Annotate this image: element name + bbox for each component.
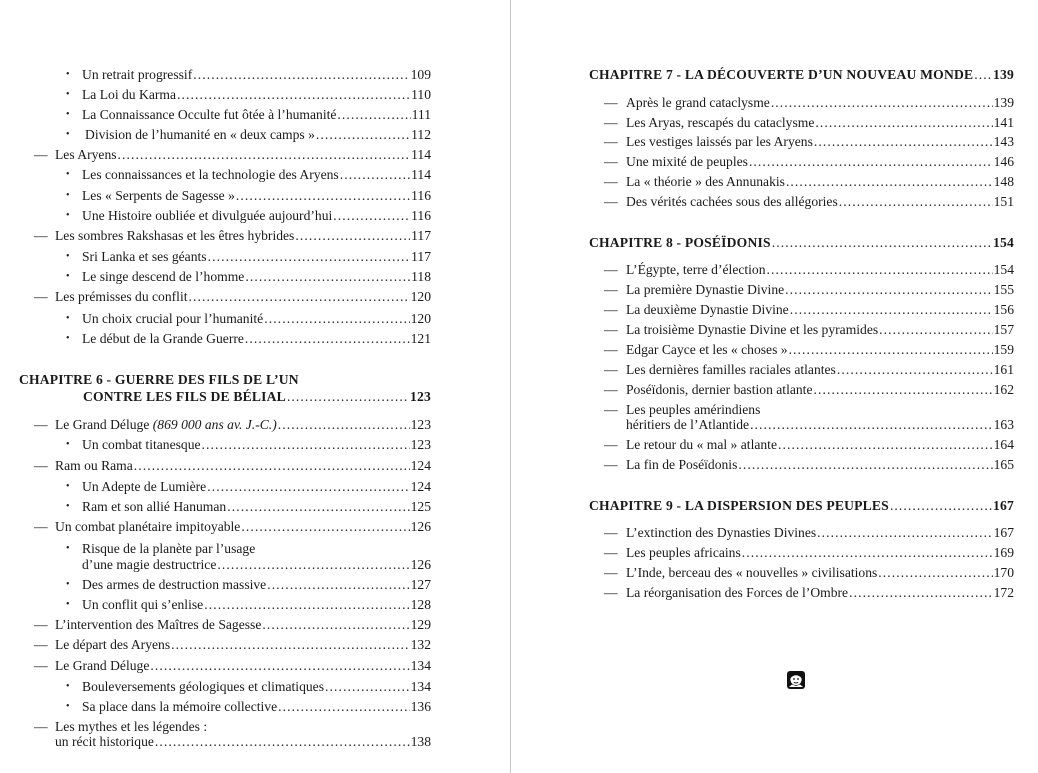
entry-title: Le début de la Grande Guerre: [82, 331, 244, 346]
leader-dots: [287, 388, 409, 405]
leader-dots: [785, 281, 992, 298]
chapter-title: CHAPITRE 9 - LA DISPERSION DES PEUPLES: [589, 498, 889, 513]
leader-dots: [337, 106, 410, 123]
chapter-page-number: 167: [993, 498, 1014, 513]
toc-entry[interactable]: [626, 321, 1014, 338]
chapter-page-number: 123: [410, 389, 431, 404]
entry-page-number: 111: [411, 107, 431, 122]
dash-icon: —: [604, 342, 618, 357]
chapter-page-number: 154: [993, 235, 1014, 250]
leader-dots: [771, 94, 993, 111]
toc-entry[interactable]: [55, 733, 431, 750]
toc-entry[interactable]: [82, 86, 431, 103]
entry-title: Les Aryens: [55, 147, 117, 162]
dash-icon: —: [604, 95, 618, 110]
entry-title: héritiers de l’Atlantide: [626, 417, 750, 432]
dash-icon: —: [34, 719, 48, 734]
leader-dots: [974, 66, 992, 83]
dash-icon: —: [604, 402, 618, 417]
leader-dots: [227, 498, 409, 515]
chapter-7-heading[interactable]: [589, 66, 1014, 83]
leader-dots: [267, 576, 409, 593]
leader-dots: [879, 321, 992, 338]
entry-title: Un combat planétaire impitoyable: [55, 519, 241, 534]
entry-page-number: 114: [411, 167, 431, 182]
entry-title-main: Le Grand Déluge: [55, 417, 153, 432]
leader-dots: [193, 66, 409, 83]
entry-title: [55, 416, 277, 433]
entry-page-number: 154: [993, 262, 1014, 277]
entry-title: Division de l’humanité en « deux camps »: [85, 127, 315, 142]
leader-dots: [118, 146, 411, 163]
entry-page-number: 109: [410, 67, 431, 82]
entry-page-number: 121: [410, 331, 431, 346]
toc-entry[interactable]: [82, 678, 431, 695]
entry-title: Les dernières familles raciales atlantes: [626, 362, 836, 377]
bullet-icon: •: [66, 543, 70, 554]
entry-title: Les « Serpents de Sagesse »: [82, 188, 235, 203]
right-page: [512, 0, 1038, 773]
leader-dots: [217, 556, 409, 573]
toc-entry[interactable]: [626, 436, 1014, 453]
leader-dots: [236, 187, 410, 204]
toc-entry[interactable]: [82, 268, 431, 285]
page-divider: [510, 0, 511, 773]
leader-dots: [207, 478, 409, 495]
dash-icon: —: [604, 134, 618, 149]
entry-page-number: 117: [411, 228, 431, 243]
entry-page-number: 120: [410, 289, 431, 304]
chapter-title: CHAPITRE 7 - LA DÉCOUVERTE D’UN NOUVEAU MONDE: [589, 67, 974, 82]
bullet-icon: •: [66, 501, 70, 512]
entry-title: L’extinction des Dynasties Divines: [626, 525, 817, 540]
leader-dots: [134, 457, 410, 474]
entry-page-number: 162: [993, 382, 1014, 397]
leader-dots: [849, 584, 993, 601]
toc-entry[interactable]: [626, 261, 1014, 278]
entry-title: Ram et son allié Hanuman: [82, 499, 227, 514]
leader-dots: [333, 207, 410, 224]
leader-dots: [878, 564, 992, 581]
leader-dots: [750, 416, 993, 433]
entry-page-number: 161: [993, 362, 1014, 377]
entry-title: La Connaissance Occulte fut ôtée à l’humanité: [82, 107, 337, 122]
dash-icon: —: [604, 382, 618, 397]
leader-dots: [316, 126, 410, 143]
chapter-8-heading[interactable]: [589, 234, 1014, 251]
entry-page-number: 138: [410, 734, 431, 749]
bullet-icon: •: [66, 579, 70, 590]
bullet-icon: •: [66, 271, 70, 282]
entry-page-number: 120: [410, 311, 431, 326]
chapter-6-heading[interactable]: [83, 388, 431, 405]
entry-title: Un choix crucial pour l’humanité: [82, 311, 264, 326]
entry-title: d’une magie destructrice: [82, 557, 217, 572]
entry-page-number: 126: [410, 519, 431, 534]
leader-dots: [772, 234, 992, 251]
dash-icon: —: [34, 147, 48, 162]
dash-icon: —: [604, 585, 618, 600]
dash-icon: —: [34, 658, 48, 673]
entry-page-number: 151: [993, 194, 1014, 209]
entry-title: Bouleversements géologiques et climatiques: [82, 679, 324, 694]
entry-title: La réorganisation des Forces de l’Ombre: [626, 585, 849, 600]
entry-page-number: 124: [410, 479, 431, 494]
bullet-icon: •: [66, 439, 70, 450]
bullet-icon: •: [66, 599, 70, 610]
toc-entry[interactable]: [626, 564, 1014, 581]
toc-entry[interactable]: [626, 173, 1014, 190]
entry-title: Le retour du « mal » atlante: [626, 437, 777, 452]
entry-title: Les prémisses du conflit: [55, 289, 188, 304]
leader-dots: [208, 248, 411, 265]
toc-entry[interactable]: [55, 657, 431, 674]
entry-page-number: 124: [410, 458, 431, 473]
dash-icon: —: [34, 519, 48, 534]
dash-icon: —: [34, 458, 48, 473]
dash-icon: —: [604, 154, 618, 169]
entry-title: L’intervention des Maîtres de Sagesse: [55, 617, 262, 632]
leader-dots: [204, 596, 409, 613]
dash-icon: —: [604, 282, 618, 297]
entry-page-number: 116: [411, 188, 431, 203]
entry-title: Un retrait progressif: [82, 67, 193, 82]
toc-entry[interactable]: [626, 456, 1014, 473]
entry-page-number: 114: [411, 147, 431, 162]
entry-title: Le singe descend de l’homme: [82, 269, 245, 284]
leader-dots: [815, 114, 992, 131]
entry-page-number: 163: [993, 417, 1014, 432]
entry-page-number: 126: [410, 557, 431, 572]
entry-page-number: 146: [993, 154, 1014, 169]
leader-dots: [241, 518, 409, 535]
dash-icon: —: [34, 417, 48, 432]
entry-title: Un Adepte de Lumière: [82, 479, 207, 494]
toc-entry[interactable]: [626, 381, 1014, 398]
entry-title: Une Histoire oubliée et divulguée aujourd’hui: [82, 208, 333, 223]
entry-title: Un combat titanesque: [82, 437, 201, 452]
toc-entry[interactable]: [82, 248, 431, 265]
toc-entry[interactable]: [626, 341, 1014, 358]
entry-title: Les sombres Rakshasas et les êtres hybrides: [55, 228, 295, 243]
dash-icon: —: [604, 457, 618, 472]
toc-entry[interactable]: [55, 518, 431, 535]
entry-title: Le Grand Déluge: [55, 658, 150, 673]
entry-page-number: 112: [411, 127, 431, 142]
leader-dots: [817, 524, 992, 541]
toc-entry[interactable]: [626, 544, 1014, 561]
entry-page-number: 123: [410, 417, 431, 432]
toc-entry[interactable]: [55, 457, 431, 474]
entry-page-number: 127: [410, 577, 431, 592]
entry-page-number: 156: [993, 302, 1014, 317]
dash-icon: —: [604, 322, 618, 337]
bullet-icon: •: [66, 210, 70, 221]
toc-entry[interactable]: [82, 436, 431, 453]
entry-page-number: 164: [993, 437, 1014, 452]
bullet-icon: •: [66, 169, 70, 180]
toc-entry[interactable]: [626, 524, 1014, 541]
entry-title: La « théorie » des Annunakis: [626, 174, 785, 189]
dash-icon: —: [604, 302, 618, 317]
toc-entry[interactable]: [55, 146, 431, 163]
leader-dots: [789, 341, 993, 358]
dash-icon: —: [604, 525, 618, 540]
entry-page-number: 170: [993, 565, 1014, 580]
leader-dots: [202, 436, 410, 453]
leader-dots: [778, 436, 993, 453]
chapter-page-number: 139: [993, 67, 1014, 82]
entry-title: Sri Lanka et ses géants: [82, 249, 207, 264]
chapter-6-title-line-1[interactable]: CHAPITRE 6 - GUERRE DES FILS DE L’UN: [19, 372, 299, 387]
toc-entry[interactable]: [82, 330, 431, 347]
toc-entry[interactable]: [626, 281, 1014, 298]
toc-entry[interactable]: [82, 166, 431, 183]
entry-title: Des vérités cachées sous des allégories: [626, 194, 838, 209]
chapter-6-title-line-2: CONTRE LES FILS DE BÉLIAL: [83, 389, 286, 404]
bullet-icon: •: [66, 109, 70, 120]
bullet-icon: •: [66, 333, 70, 344]
entry-page-number: 139: [993, 95, 1014, 110]
bullet-icon: •: [66, 313, 70, 324]
entry-title: Le départ des Aryens: [55, 637, 171, 652]
toc-entry[interactable]: [82, 66, 431, 83]
bullet-icon: •: [66, 251, 70, 262]
entry-title-date: (869 000 ans av. J.-C.): [152, 417, 277, 432]
entry-page-number: 118: [411, 269, 431, 284]
entry-title: La Loi du Karma: [82, 87, 176, 102]
entry-title: La troisième Dynastie Divine et les pyramides: [626, 322, 879, 337]
leader-dots: [262, 616, 409, 633]
leader-dots: [790, 301, 993, 318]
toc-entry[interactable]: [82, 498, 431, 515]
dash-icon: —: [604, 565, 618, 580]
toc-entry[interactable]: [626, 114, 1014, 131]
entry-page-number: 141: [993, 115, 1014, 130]
toc-entry[interactable]: [82, 187, 431, 204]
entry-page-number: 123: [410, 437, 431, 452]
leader-dots: [278, 698, 409, 715]
entry-page-number: 157: [993, 322, 1014, 337]
entry-page-number: 134: [410, 679, 431, 694]
entry-page-number: 143: [993, 134, 1014, 149]
entry-page-number: 125: [410, 499, 431, 514]
toc-entry[interactable]: [82, 698, 431, 715]
entry-title: Des armes de destruction massive: [82, 577, 267, 592]
entry-page-number: 132: [410, 637, 431, 652]
leader-dots: [264, 310, 409, 327]
entry-page-number: 110: [411, 87, 431, 102]
entry-title: La fin de Poséïdonis: [626, 457, 738, 472]
entry-page-number: 129: [410, 617, 431, 632]
toc-entry[interactable]: [626, 133, 1014, 150]
toc-entry[interactable]: [82, 576, 431, 593]
toc-entry[interactable]: [82, 556, 431, 573]
dash-icon: —: [34, 617, 48, 632]
dash-icon: —: [604, 437, 618, 452]
entry-page-number: 128: [410, 597, 431, 612]
dash-icon: —: [604, 115, 618, 130]
leader-dots: [177, 86, 410, 103]
toc-entry[interactable]: [55, 636, 431, 653]
toc-entry[interactable]: [626, 94, 1014, 111]
leader-dots: [295, 227, 410, 244]
leader-dots: [150, 657, 409, 674]
entry-page-number: 172: [993, 585, 1014, 600]
toc-entry[interactable]: [626, 301, 1014, 318]
entry-page-number: 155: [993, 282, 1014, 297]
dash-icon: —: [604, 194, 618, 209]
entry-title: Sa place dans la mémoire collective: [82, 699, 278, 714]
entry-title-line-1: Les mythes et les légendes :: [55, 719, 208, 734]
toc-entry[interactable]: [55, 616, 431, 633]
left-page: [0, 0, 510, 773]
entry-page-number: 165: [993, 457, 1014, 472]
leader-dots: [749, 153, 993, 170]
entry-title: Après le grand cataclysme: [626, 95, 770, 110]
leader-dots: [325, 678, 410, 695]
toc-entry[interactable]: [82, 310, 431, 327]
entry-title: Poséïdonis, dernier bastion atlante: [626, 382, 813, 397]
toc-entry[interactable]: [82, 596, 431, 613]
entry-title: L’Égypte, terre d’élection: [626, 262, 766, 277]
toc-entry[interactable]: [626, 361, 1014, 378]
entry-title: La deuxième Dynastie Divine: [626, 302, 789, 317]
leader-dots: [245, 330, 410, 347]
toc-entry[interactable]: [85, 126, 431, 143]
leader-dots: [839, 193, 993, 210]
leader-dots: [837, 361, 993, 378]
dash-icon: —: [604, 262, 618, 277]
dash-icon: —: [604, 174, 618, 189]
entry-title: Edgar Cayce et les « choses »: [626, 342, 788, 357]
leader-dots: [742, 544, 993, 561]
leader-dots: [767, 261, 993, 278]
toc-entry[interactable]: [626, 153, 1014, 170]
leader-dots: [245, 268, 410, 285]
leader-dots: [814, 133, 993, 150]
entry-title: Les peuples africains: [626, 545, 741, 560]
entry-title: un récit historique: [55, 734, 154, 749]
entry-title: L’Inde, berceau des « nouvelles » civilisations: [626, 565, 878, 580]
entry-title: Les connaissances et la technologie des Aryens: [82, 167, 339, 182]
bullet-icon: •: [66, 701, 70, 712]
dash-icon: —: [604, 362, 618, 377]
bullet-icon: •: [66, 89, 70, 100]
entry-title: Les Aryas, rescapés du cataclysme: [626, 115, 815, 130]
bullet-icon: •: [66, 481, 70, 492]
chapter-title: CHAPITRE 8 - POSÉÏDONIS: [589, 235, 771, 250]
entry-page-number: 167: [993, 525, 1014, 540]
entry-title: Un conflit qui s’enlise: [82, 597, 204, 612]
leader-dots: [155, 733, 410, 750]
entry-page-number: 116: [411, 208, 431, 223]
entry-page-number: 136: [410, 699, 431, 714]
leader-dots: [171, 636, 409, 653]
dash-icon: —: [604, 545, 618, 560]
toc-entry[interactable]: [82, 478, 431, 495]
toc-entry[interactable]: [55, 416, 431, 433]
leader-dots: [890, 497, 992, 514]
chapter-9-heading[interactable]: [589, 497, 1014, 514]
bullet-icon: •: [66, 681, 70, 692]
leader-dots: [340, 166, 410, 183]
entry-title-line-1: Risque de la planète par l’usage: [82, 541, 256, 556]
leader-dots: [278, 416, 410, 433]
entry-page-number: 159: [993, 342, 1014, 357]
leader-dots: [786, 173, 993, 190]
toc-entry[interactable]: [82, 106, 431, 123]
toc-entry[interactable]: [626, 584, 1014, 601]
bullet-icon: •: [66, 190, 70, 201]
bullet-icon: •: [66, 129, 70, 140]
entry-page-number: 117: [411, 249, 431, 264]
dash-icon: —: [34, 289, 48, 304]
toc-entry[interactable]: [82, 207, 431, 224]
toc-entry[interactable]: [55, 288, 431, 305]
entry-title: La première Dynastie Divine: [626, 282, 785, 297]
toc-entry[interactable]: [626, 193, 1014, 210]
bullet-icon: •: [66, 69, 70, 80]
entry-title: Les vestiges laissés par les Aryens: [626, 134, 813, 149]
leader-dots: [738, 456, 992, 473]
dash-icon: —: [34, 228, 48, 243]
entry-page-number: 169: [993, 545, 1014, 560]
entry-title: Ram ou Rama: [55, 458, 133, 473]
publisher-logo-icon: [786, 670, 806, 690]
entry-title-line-1: Les peuples amérindiens: [626, 402, 761, 417]
leader-dots: [814, 381, 993, 398]
toc-entry[interactable]: [55, 227, 431, 244]
entry-title: Une mixité de peuples: [626, 154, 748, 169]
toc-entry[interactable]: [626, 416, 1014, 433]
leader-dots: [189, 288, 410, 305]
dash-icon: —: [34, 637, 48, 652]
entry-page-number: 148: [993, 174, 1014, 189]
entry-page-number: 134: [410, 658, 431, 673]
